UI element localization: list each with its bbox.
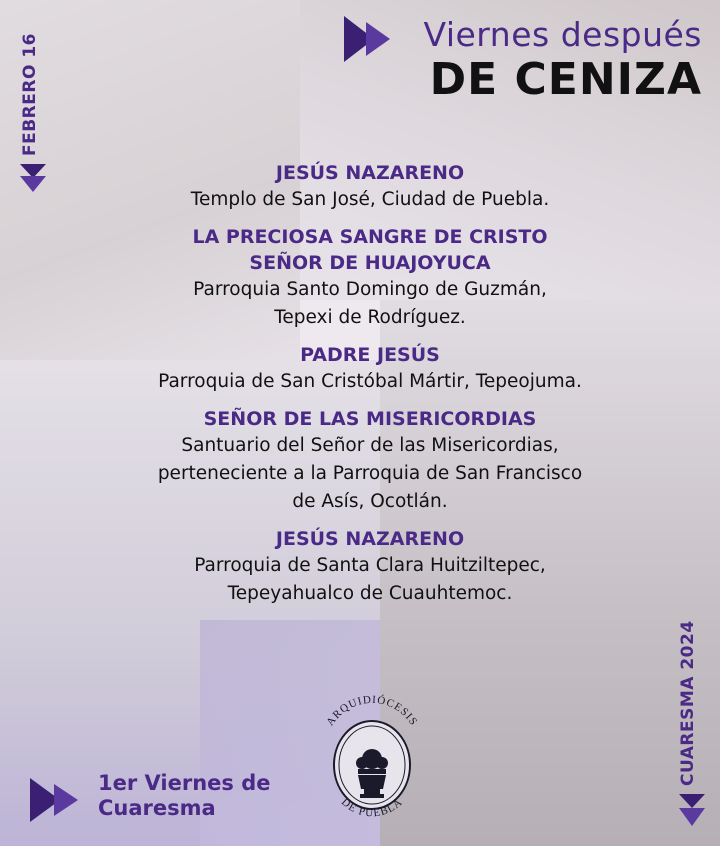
date-label: FEBRERO 16	[20, 32, 40, 156]
entry-place: Parroquia Santo Domingo de Guzmán,	[193, 279, 547, 300]
list-item	[40, 160, 700, 214]
entry-place: Parroquia de Santa Clara Huitziltepec,	[194, 555, 546, 576]
entry-place: Tepeyahualco de Cuauhtemoc.	[227, 583, 513, 604]
footer-arrows-icon	[30, 778, 92, 826]
list-item	[40, 526, 700, 608]
seal-bottom-text: DE PUEBLA	[338, 796, 406, 820]
entry-name: SEÑOR DE HUAJOYUCA	[249, 252, 491, 274]
entry-place: Parroquia de San Cristóbal Mártir, Tepeojuma.	[158, 371, 582, 392]
footer-line-2: Cuaresma	[98, 796, 216, 820]
season-label: CUARESMA 2024	[678, 620, 698, 786]
entry-name: SEÑOR DE LAS MISERICORDIAS	[203, 408, 537, 430]
entry-name: JESÚS NAZARENO	[275, 162, 465, 184]
footer-caption	[98, 771, 270, 821]
entry-name: PADRE JESÚS	[300, 344, 440, 366]
header-arrows-icon	[344, 16, 404, 66]
entries-list	[40, 160, 700, 618]
entry-place: Santuario del Señor de las Misericordias,	[181, 435, 559, 456]
down-arrow-icon	[679, 794, 705, 832]
entry-place: de Asís, Ocotlán.	[292, 491, 448, 512]
footer-line-1: 1er Viernes de	[98, 771, 271, 795]
list-item	[40, 224, 700, 332]
list-item	[40, 342, 700, 396]
seal-top-text: ARQUIDIÓCESIS	[324, 693, 420, 729]
archdiocese-seal-logo	[318, 683, 426, 829]
header	[423, 14, 702, 104]
list-item	[40, 406, 700, 516]
page-title: DE CENIZA	[429, 54, 702, 105]
title-top: Viernes después	[423, 15, 702, 54]
entry-place: Tepexi de Rodríguez.	[274, 307, 466, 328]
entry-place: Templo de San José, Ciudad de Puebla.	[190, 189, 550, 210]
entry-name: JESÚS NAZARENO	[275, 528, 465, 550]
entry-name: LA PRECIOSA SANGRE DE CRISTO	[192, 226, 548, 248]
entry-place: perteneciente a la Parroquia de San Francisco	[157, 463, 583, 484]
